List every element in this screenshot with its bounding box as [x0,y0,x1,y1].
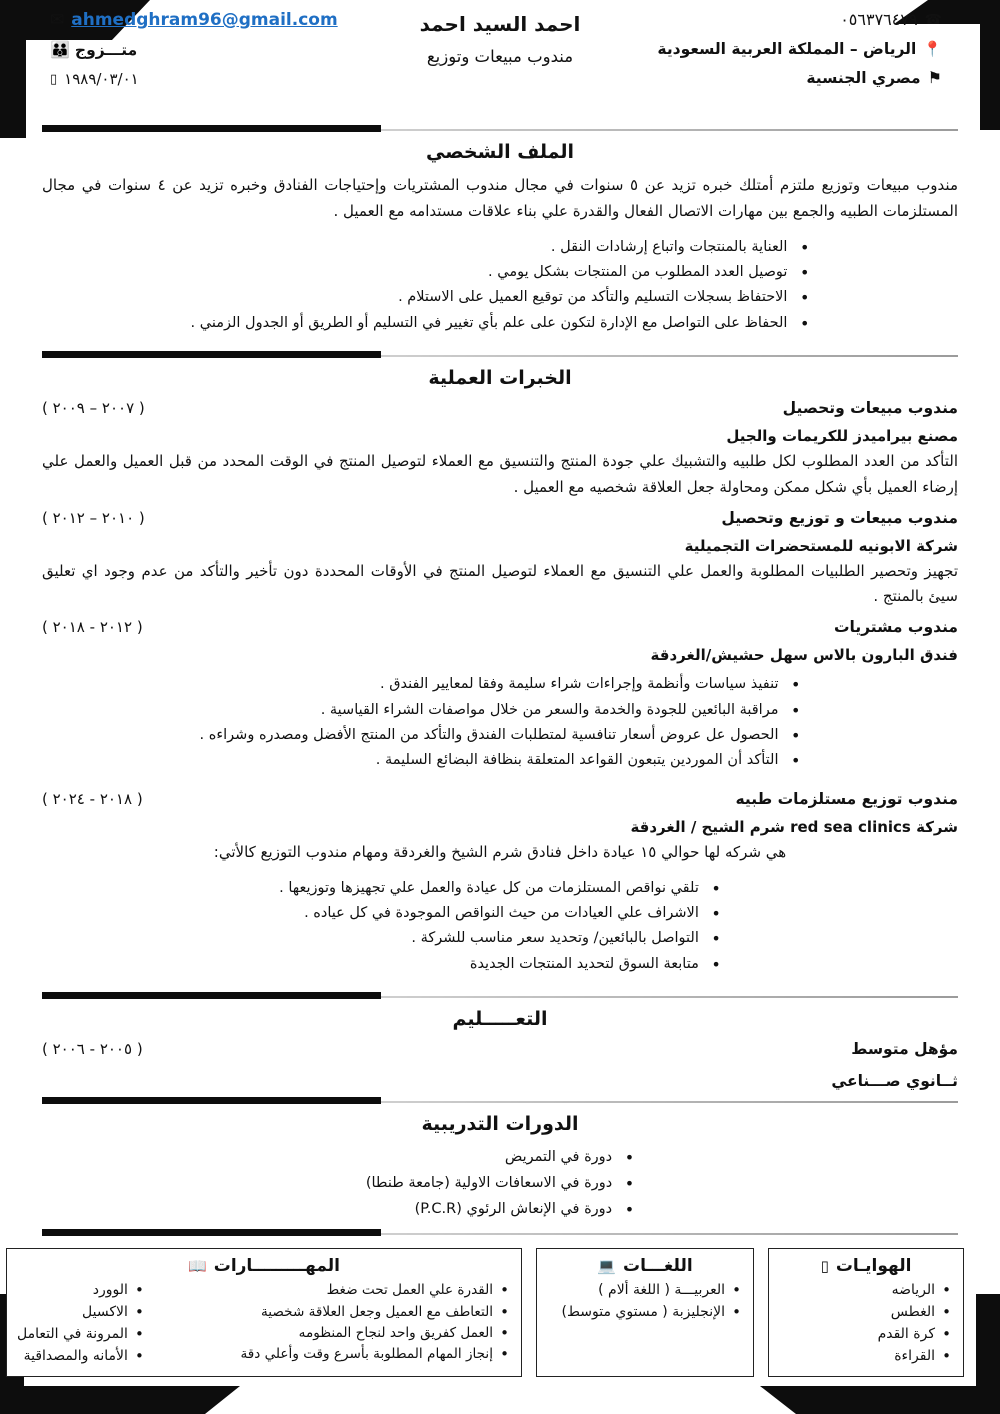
skills-list-primary [17,1280,146,1367]
flag-icon: ⚑ [927,68,942,87]
marital-status-text: متـــزوج [74,41,138,59]
divider-experience [42,351,958,360]
candidate-name: احمد السيد احمد [419,12,581,36]
divider-header [42,125,958,134]
list-item: • العمل كفريق واحد لنجاح المنظومه [240,1323,511,1344]
birthdate-row [50,70,139,88]
languages-list [547,1280,743,1323]
location-pin-icon: 📍 [923,39,942,58]
family-icon: 👪 [50,40,68,59]
nationality-row [806,69,942,87]
envelope-icon: ✉ [50,9,65,30]
job-years: ( ٢٠١٢ - ٢٠١٨ ) [42,618,143,637]
list-item: • الأمانه والمصداقية [17,1346,146,1368]
courses-list [366,1145,634,1222]
section-profile [42,141,958,344]
job-company: مصنع بيراميدز للكريمات والجيل [726,427,958,446]
id-card-icon: ▯ [50,71,58,87]
job-title: مندوب توزيع مستلزمات طبيه [735,789,958,808]
list-item: • الحفاظ على التواصل مع الإدارة لتكون على علم بأي تغيير في التسليم أو الطريق أو الجدول الزمني . [191,311,810,336]
section-education [42,1008,958,1090]
divider-courses [42,1097,958,1106]
location-text: الرياض – المملكة العربية السعودية [657,40,917,58]
section-experience [42,367,958,985]
list-item: • الوورد [17,1280,146,1302]
education-school: ثــانوي صـــناعي [831,1072,958,1091]
divider-education [42,992,958,1001]
list-item: • الإنجليزبة ( مستوي متوسط) [547,1302,743,1324]
languages-title-row [547,1256,743,1276]
bottom-boxes [0,1248,1000,1377]
experience-entry [42,790,958,985]
list-item: • الرياضه [779,1280,953,1302]
list-item: • دورة في الاسعافات الاولية (جامعة طنطا) [366,1171,634,1197]
list-item: • القدرة علي العمل تحت ضغط [240,1280,511,1301]
education-years: ( ٢٠٠٥ - ٢٠٠٦ ) [42,1040,143,1059]
list-item: • التواصل بالبائعين/ وتحديد سعر مناسب للشركة . [279,926,721,951]
window-icon: ▯ [820,1256,829,1275]
marital-status-row [50,41,137,59]
experience-entry [42,618,958,782]
job-years: ( ٢٠١٨ - ٢٠٢٤ ) [42,789,143,808]
courses-title: الدورات التدريبية [421,1113,579,1136]
job-company-latin: red sea clinics [790,817,911,836]
location-row [657,40,942,58]
job-title: مندوب مبيعات وتحصيل [782,399,958,418]
candidate-role: مندوب مبيعات وتوزيع [426,47,574,66]
list-item: • توصيل العدد المطلوب من المنتجات بشكل يومي . [191,260,810,285]
hobbies-title-row [779,1256,953,1276]
phone-number: ٠٥٦٣٧٦٤٧٩ [840,10,918,29]
list-item: • التأكد أن الموردين يتبعون القواعد المتعلقة بنظافة البضائع السليمة . [200,748,801,773]
skills-title-row [17,1256,511,1276]
job-description: تجهيز وتحصير الطلبيات المطلوبة والعمل علي التنسيق مع العملاء لتوصيل المنتج في الأوقات المحددة دون تأخير والتأكد من عدم وجود اي تعليق سيئ بالمنتج . [42,561,958,606]
skills-list-secondary [240,1280,511,1367]
email-row[interactable] [50,10,338,30]
job-title: مندوب مبيعات و توزيع وتحصيل [721,508,958,527]
job-company [42,818,958,836]
phone-icon: ☎ [924,11,942,28]
job-company: شركة الابونيه للمستحضرات التجميلية [684,536,958,555]
header-contact-right [656,10,960,88]
profile-bullets [191,235,810,337]
job-title: مندوب مشتريات [833,618,958,637]
nationality-text: مصري الجنسية [806,69,921,87]
list-item: • الاشراف علي العيادات من حيث النواقص الموجودة في كل عياده . [279,901,721,926]
job-description: التأكد من العدد المطلوب لكل طلبيه والتشبيك علي جودة المنتج والتنسيق مع العملاء لتوصيل المنتج في الوقت المحدد من قبل العميل والعمل علي إرضاء العميل بأي شكل ممكن ومحاولة جعل العلاقة شخصيه مع العميل . [42,452,958,496]
header-contact-left [40,10,344,88]
profile-summary: مندوب مبيعات وتوزيع ملتزم أمتلك خبره تزيد عن ٥ سنوات في مجال مندوب المشتريات وإحتياجات الفنادق وخبره تزيد عن ٤ سنوات في مجال المستلزمات الطبيه والجمع بين مهارات الاتصال الفعال والقدرة علي بناء علاقات مستدامه مع العميل . [42,176,958,220]
job-bullets [279,876,721,978]
list-item: • الحصول عل عروض أسعار تنافسية لمتطلبات الفندق والتأكد من المنتج الأفضل ومصدره وشراءه . [200,723,801,748]
list-item: • المرونة في التعامل [17,1324,146,1346]
header-identity [348,10,652,88]
box-hobbies [768,1248,964,1377]
list-item: • كرة القدم [779,1324,953,1346]
list-item: • العربيـــة ( اللغة ألام ) [547,1280,743,1302]
box-skills [6,1248,522,1377]
list-item: • الاكسيل [17,1302,146,1324]
job-company-prefix: شركة [916,817,958,836]
list-item: • الاحتفاظ بسجلات التسليم والتأكد من توقيع العميل على الاستلام . [191,285,810,310]
list-item: • دورة في التمريض [366,1145,634,1171]
job-company-suffix: شرم الشيح / الغردقة [630,817,785,836]
list-item: • الغطس [779,1302,953,1324]
list-item: • تنفيذ سياسات وأنظمة وإجراءات شراء سليمة وفقا لمعايير الفندق . [200,672,801,697]
list-item: • متابعة السوق لتحديد المنتجات الجديدة [279,952,721,977]
phone-row [840,10,942,29]
section-courses [42,1113,958,1222]
education-degree: مؤهل متوسط [851,1040,958,1059]
list-item: • التعاطف مع العميل وجعل العلاقة شخصية [240,1302,511,1323]
list-item: • مراقبة البائعين للجودة والخدمة والسعر من خلال مواصفات الشراء القياسية . [200,698,801,723]
book-icon: 📖 [188,1256,207,1275]
list-item: • دورة في الإنعاش الرئوي (P.C.R) [366,1197,634,1223]
email-address[interactable]: ahmedghram96@gmail.com [71,10,338,30]
list-item: • العناية بالمنتجات واتباع إرشادات النقل . [191,235,810,260]
box-languages [536,1248,754,1377]
experience-title: الخبرات العملية [428,367,572,390]
cv-header [0,0,1000,118]
job-company: فندق البارون بالاس سهل حشيش/الغردقة [650,646,958,665]
birthdate-text: ١٩٨٩/٠٣/٠١ [64,70,139,88]
list-item: • إنجاز المهام المطلوبة بأسرع وقت وأعلي دقة [240,1344,511,1365]
job-description: هي شركه لها حوالي ١٥ عيادة داخل فنادق شرم الشيخ والغردقة ومهام مندوب التوزيع كالأتي: [213,842,787,861]
job-bullets [200,672,801,774]
job-years: ( ٢٠١٠ – ٢٠١٢ ) [42,508,145,527]
education-title: التعـــــليم [452,1008,548,1031]
experience-entry [42,509,958,611]
languages-title: اللغـــات [623,1256,693,1277]
profile-title: الملف الشخصي [425,141,574,163]
list-item: • القراءة [779,1346,953,1368]
list-item: • تلقي نواقص المستلزمات من كل عيادة والعمل علي تجهيزها وتوزيعها . [279,876,721,901]
divider-boxes [42,1229,958,1238]
hobbies-title: الهوايـات [835,1256,912,1277]
skills-title: المهـــــــــارات [213,1256,340,1277]
laptop-icon: 💻 [597,1256,617,1275]
experience-entry [42,399,958,501]
hobbies-list [779,1280,953,1367]
job-years: ( ٢٠٠٧ – ٢٠٠٩ ) [42,399,145,418]
